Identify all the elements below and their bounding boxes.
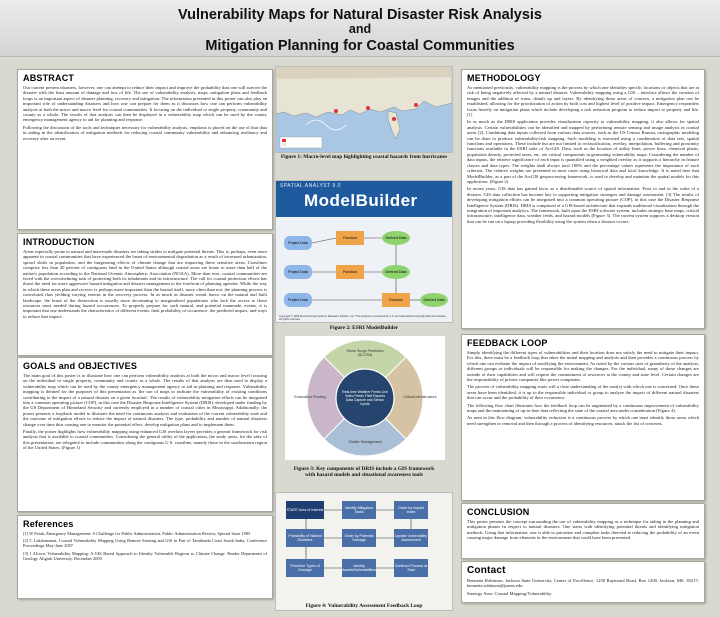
abstract-paragraph-1: Our current present disasters, however, one can attempt to reduce their impact and improve the probability that one will survive the disaster with the least amount of damage and loss of life. The use of vulnerability analysis, maps, mitigation plans and feedback loops is an important aspect of disaster planning, recovery and mitigation. The information presented in this poster can also play an important role of understanding disasters and how one can prepare for them as it discusses how one can perform vulnerability analysis at both the micro and macro level for coastal communities. It focusing on the individual or single property, community and county as a whole. The results of that analysis can then be displayed in a vulnerability map which can be used by the county emergency management agency to aid for planning and response. <box>23 85 267 123</box>
derived-data-node: Derived Data <box>420 293 448 307</box>
reference-1: [1] W Petak, Emergency Management: A Challenge for Public Administration, Public Administration Review, Special Issue 1985 <box>23 531 251 536</box>
spatial-analyst-label: SPATIAL ANALYST 9.0 <box>280 183 341 189</box>
feedback-start-node: START Area of Interest <box>286 501 324 519</box>
figure-4-feedback-loop <box>275 492 453 611</box>
feedback-continue-node: Continue Process at Start <box>394 559 428 577</box>
feedback-prior-type-node: Prior/Use Types of Damage <box>286 559 324 577</box>
contact-line-2: Strategy Area: Coastal Mapping/Vulnerability <box>467 590 552 596</box>
modelbuilder-copyright: Copyright © 2006 Environmental Systems Research Institute, Inc. *The program is protected by U.S. and international copyright laws and treaties. All rights reserved. <box>279 315 447 321</box>
conclusion-heading: CONCLUSION <box>467 507 530 517</box>
poster-title-line-1: Vulnerability Maps for Natural Disaster Risk Analysis <box>178 7 542 23</box>
modelbuilder-brand: ModelBuilder <box>304 191 418 210</box>
methodology-paragraph-1: As mentioned previously, vulnerability mapping is the process by which one identifies specific locations or objects that are at risk of being negatively affected by a natural disaster. Vulnerability mapping using a GIS – interface allows the creation of images and the addition of icons, details up and layers. By identifying those areas of concern, a mitigation plan can be established, allowing for the prioritization of action by both cost and highest level of positive impact. Emergency responders focus heavily on mitigation plans which include developing a risk reduction program to reduce impact to property and life. [1] <box>467 85 699 118</box>
feedback-hazards-node: Identify Mitigation Tasks <box>342 501 376 519</box>
abstract-paragraph-2: Following the discussion of the tools and techniques necessary for vulnerability analysis, emphasis is placed on the use of that data in aiding in the identification of mitigation methods for reducing coastal community vulnerability and enhancing resiliency and recovery after an event. <box>23 124 267 141</box>
contact-heading: Contact <box>467 565 506 576</box>
figure-4-caption: Figure 4: Vulnerability Assessment Feedback Loop <box>305 603 423 609</box>
goals-paragraph-1: The main goal of this poster is to illustrate how one can perform vulnerability analysis at both the micro and macro level focusing on the individual or single property, community and county as a whole. The results of that analysis are then used to display a vulnerability map which can be used by the county emergency management agency to aid in planning and response. Vulnerability mapping is defined for the purposes of this presentation as 'the use of maps to indicate the vulnerability of existing conditions contributing to the impact of a natural disaster on a given location'. The results of vulnerability mitigation efforts can be integrated into a common operating picture (COP), in this case the Disaster Response Intelligence System (DRIS), developed under funding by the US Department of Homeland Security and currently employed in a number of coastal cities in Mississippi. Additionally, the poster presents a loopback model to illustrate the need for continuous analysis and evaluation of the current vulnerability state and the outcome of mitigation efforts to reduce the impact of natural disasters. The type, probability and number of natural disasters change over time thus causing one to monitor the potential effect, develop mitigation plans and to implement them. <box>23 373 267 427</box>
function-node: Function <box>382 293 410 307</box>
dris-center-label: Real-time Weather Feeds Live Video Feeds Field Reports Data Capture and Sensor Inputs <box>342 389 388 407</box>
poster-title-line-2: and <box>348 22 372 36</box>
dris-segment-left: Evacuation Routing <box>294 395 326 399</box>
goals-heading: GOALS and OBJECTIVES <box>23 361 138 371</box>
methodology-section <box>461 69 705 329</box>
reference-3: [3] J Alcorn, Vulnerability Mapping: A GIS Based Approach to Identify Vulnerable Regions to Climate Change. Reader Department of Geology Aligarh University, December 2003 <box>23 550 267 561</box>
function-node: Function <box>336 265 364 279</box>
contact-line-1: Bennetta Robinson, Jackson State University, Center of Excellence, 1230 Raymond Road, Box 1200, Jackson, MS. 39217; bennetta.robinson@jsums.edu <box>467 578 699 589</box>
dris-segment-right: Critical Infrastructure <box>403 395 437 399</box>
feedback-paragraph-4: As seen in this flow diagram, vulnerability reduction is a continuous process by which one must identify those areas which need strengthen or removal and then through a process of identifying resources, attack the list of concerns. <box>467 415 699 426</box>
dris-segment-top: Storm Surge Prediction (SLOSH) <box>346 349 384 357</box>
derived-data-node: Derived Data <box>382 265 410 279</box>
abstract-heading: ABSTRACT <box>23 73 75 83</box>
function-node: Function <box>336 231 364 245</box>
introduction-heading: INTRODUCTION <box>23 237 95 247</box>
coastal-map-graphic <box>276 67 452 152</box>
feedback-potential-node: Order by Potential Damage <box>342 529 376 547</box>
figure-2-caption: Figure 2: ESRI ModelBuilder <box>329 325 399 331</box>
contact-section <box>461 561 705 603</box>
project-data-node: Project Data <box>284 293 312 307</box>
introduction-section <box>17 233 273 356</box>
derived-data-node: Derived Data <box>382 231 410 245</box>
feedback-probability-node: Probability of Natural Disasters <box>286 529 324 547</box>
introduction-paragraph-1: Areas especially prone to natural and man-made disasters are taking strides to mitigate potential threats. This is, perhaps, even more apparent in coastal communities that have experienced the brunt of environmental degradation as a result of increased urbanization, sprawl shifts in population, and the burgeoning effects of climate change that are impacting these sensitive areas. Coastlines comprise less than 20 percent of contiguous land in the United States although coastal areas are home to more than half of the nation's population according to the National Oceanic Atmospheric Association (NOAA). More than ever, coastal communities are faced with the overwhelming task of protecting both its inhabitants and its infrastructure. The call for coastal protection efforts has thrust the need for more aggressive hazard mitigation and disaster management to the forefront of planning agendas. While the way in which these areas plan and recover is perhaps more important than the hazard itself, more often than not, the planning process is convoluted thus yielding varying extents in the recovery process. In as much as disaster wreak havoc on the natural and built landscape, the brunt of the destruction is usually more devastating to marginalized populations who lack the access to those resources most needed during hazard occurrences. To properly prepare for such natural, and potential manmade, events, it is important that one understands the characteristics of different events, their probability of occurrence, the predicted impact, and ways to reduce that impact. <box>23 249 267 319</box>
poster-title-line-3: Mitigation Planning for Coastal Communities <box>205 38 515 54</box>
conclusion-paragraph-1: This poster presents the concept surrounding the use of vulnerability mapping as a technique for aiding in the planning and mitigation phases in respect to natural disasters. One starts with identifying potential threats and identifying mitigation methods. Using that information, one is able to prioritize and complete tasks directed at reducing the probability of an event causing major damage from elements in the environment that could have been prevented. <box>467 519 699 541</box>
figure-1-map <box>275 66 453 153</box>
feedback-update-node: Update Vulnerability Assessment <box>394 529 428 547</box>
feedback-heading: FEEDBACK LOOP <box>467 338 548 348</box>
figure-3-dris <box>285 336 445 460</box>
feedback-identify-node: Identify Assets/Vulnerabilities <box>342 559 376 577</box>
dris-segment-bottom: Shelter Management <box>348 440 382 444</box>
project-data-node: Project Data <box>284 236 312 250</box>
goals-section <box>17 357 273 512</box>
modelbuilder-header <box>276 181 452 217</box>
project-data-node: Project Data <box>284 265 312 279</box>
figure-3-caption-line-1: Figure 3: Key components of DRIS include a GIS framework <box>293 466 435 472</box>
methodology-paragraph-3: In recent years, GIS data has gained favor as a distributable source of spatial information. Prior to and in the wake of a disaster, GIS data collection has become key to supporting mitigation strategies and damage assessment. [3] The results of developing mitigation efforts can be integrated into a common operating picture (COP), in this case the Disaster Response Intelligence System (DRIS). DRIS is comprised of a GIS-based architecture that expands traditional visualization through the integration of important analytics. The framework, built upon the ESRI software system, includes strategic base maps, critical infrastructure, intelligence data, weather feeds, and hazard models (Figure 3). The current system supports a desktop version that can be run on a laptop providing flexibility using the system when a disaster occurs. <box>467 186 699 224</box>
title-band <box>0 0 720 57</box>
figure-3-caption-line-2: with hazard models and situational awareness tools <box>305 472 423 478</box>
methodology-heading: METHODOLOGY <box>467 73 541 83</box>
figure-1-caption: Figure 1: Macro-level map highlighting coastal hazards from hurricanes <box>280 154 448 160</box>
feedback-paragraph-2: The process of vulnerability mapping starts will a clear understanding of the area(s) with which one is concerned. Once these areas have been identified, it is up to the responsible individual or group to analyze the impact of different natural disasters that can occur and the probability of their occurrence. <box>467 384 699 401</box>
reference-2: [2] C Lakshmanan, Coastal Vulnerability Mapping Using Remote Sensing and GIS in Part of Tamilnadu Coast South India, Conference Proceedings May-June 2007 <box>23 538 267 549</box>
methodology-paragraph-2: In as much as the DRIS application provides visualization capacity to vulnerability mapping, it also allows for spatial analysis. Certain vulnerabilities can be identified and mapped by performing remote sensing and image analysis in coastal areas [2]. Combining data inputs collected from various data sources, such as the US Census Bureau, cartographic modeling can be done to produce vulnerability/risk mapping. Such modeling is executed using a combination of data sets, spatial functions and operations. These include but are not limited to reclassification, overlay, interpolation, buffering and proximity functions available in the ESRI suite of ArcGIS. Data, such as the location of utility lines, power lines, chemical plants, population density, protected areas, etc. are critical components in generating vulnerability maps. Considering the number of data inputs, the relative significance of each input is quantified using a weighted overlay as it supports a hierarchy in feature classes and data types. The weights shall always total 100% and the percentage values represents the importance of each criterion. The relative weights are presented in most cases using historical data and local knowledge. It is noted here that ModelBuilder, as a part of the ArcGIS geoprocessing framework, is used to develop and maintain the spatial models for this application. (Figure 2) <box>467 119 699 184</box>
feedback-loop-section <box>461 334 705 501</box>
feedback-paragraph-1: Simply identifying the different types of vulnerabilities and their location does not satisfy the need to mitigate their impact. For this, there must be a feedback loop that takes the initial mapping and analysis and then provides a continuous process by which one can evaluate the impact of modifying the environment. As noted by the various uses of granularity of the analysis, different groups or individuals will be responsible for making the changes. For the individual, many of those changes are outside of their capabilities and will require the commitment of resources at the county and state level. Certain changes are the responsibility of private companies like power companies. <box>467 350 699 383</box>
references-heading: References <box>23 519 74 529</box>
feedback-order-impact-node: Order by Impact Index <box>394 501 428 519</box>
goals-paragraph-2: Finally, the poster highlights how vulnerability mapping using enhanced GIS overlain layers provides a general framework for risk analysis that is available to coastal communities. Considering the general utility of the application, the study areas, for the sake of this presentation, are relegated to include communities along the contiguous U.S. coastline, namely those in the southeastern region of the United States. (Figure 1) <box>23 429 267 451</box>
abstract-section <box>17 69 273 230</box>
feedback-paragraph-3: The following flow chart illustrates how the feedback loop can be augmented by a continuous improvement of vulnerability maps and the maintaining of up-to-date data reflecting the state of the coastal area under consideration (Figure 4). <box>467 402 699 414</box>
references-section <box>17 515 273 599</box>
figure-2-modelbuilder <box>275 180 453 323</box>
conclusion-section <box>461 503 705 559</box>
